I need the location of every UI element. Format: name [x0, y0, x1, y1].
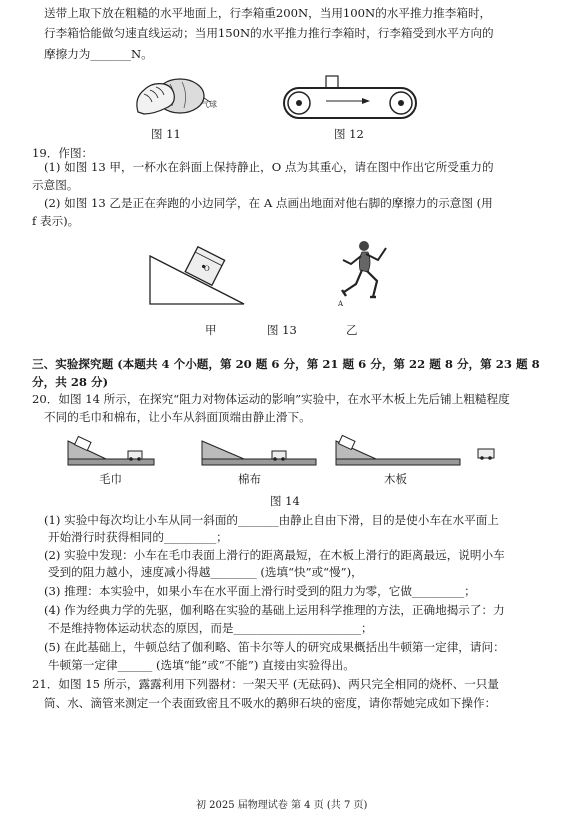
figure-14-caption: 图 14	[270, 494, 300, 508]
q18-line-2: 行李箱恰能做匀速直线运动；当用150N的水平推力推行李箱时，行李箱受到水平方向的	[44, 26, 494, 40]
q20-sub1-line-1: (1) 实验中每次均让小车从同一斜面的_______由静止自由下滑，目的是使小车在水平面上	[44, 513, 499, 527]
figure-11-balloon	[130, 72, 220, 120]
figure-14-board-label: 木板	[384, 472, 407, 486]
q19-part2-line-2: f 表示)。	[32, 214, 80, 228]
q20-line-2: 不同的毛巾和棉布，让小车从斜面顶端由静止滑下。	[44, 410, 311, 424]
q19-title: 19．作图：	[32, 146, 94, 160]
q21-line-2: 筒、水、滴管来测定一个表面致密且不吸水的鹅卵石块的密度，请你帮她完成如下操作：	[44, 696, 497, 710]
q18-line-3: 摩擦力为_______N。	[44, 47, 153, 61]
figure-11-balloon-label: 气球	[201, 100, 217, 109]
q20-sub2-line-1: (2) 实验中发现：小车在毛巾表面上滑行的距离最短，在木板上滑行的距离最远，说明小车	[44, 548, 505, 562]
q19-part2-line-1: (2) 如图 13 乙是正在奔跑的小边同学，在 A 点画出地面对他右脚的摩擦力的示意图 (用	[44, 196, 493, 210]
section-3-heading-line-1: 三、实验探究题 (本题共 4 个小题，第 20 题 6 分，第 21 题 6 分，第 22 题 8 分，第 23 题 8	[32, 357, 540, 371]
figure-12-caption: 图 12	[334, 127, 364, 141]
page-footer: 初 2025 届物理试卷 第 4 页 (共 7 页)	[196, 800, 368, 811]
point-o-label: O	[204, 265, 210, 273]
q19-part1-line-2: 示意图。	[32, 178, 79, 192]
figure-13-caption: 图 13	[267, 323, 297, 337]
figure-13-incline-cup	[148, 244, 248, 310]
figure-14-towel-label: 毛巾	[99, 472, 122, 486]
q20-sub1-line-2: 开始滑行时获得相同的_________；	[48, 530, 228, 544]
q18-line-1: 送带上取下放在粗糙的水平地面上，行李箱重200N，当用100N的水平推力推李箱时，	[44, 6, 492, 20]
figure-12-conveyor	[280, 74, 420, 122]
point-a-label: A	[338, 300, 344, 308]
q20-sub2-line-2: 受到的阻力越小，速度减小得越________ (选填“快”或“慢”)，	[48, 565, 363, 579]
figure-14-cotton-label: 棉布	[238, 472, 261, 486]
q20-sub4-line-2: 不是维持物体运动状态的原因，而是______________________；	[48, 621, 373, 635]
q20-sub3-line-1: (3) 推理：本实验中，如果小车在水平面上滑行时受到的阻力为零，它做_________；	[44, 584, 476, 598]
q20-sub5-line-1: (5) 在此基础上，牛顿总结了伽利略、笛卡尔等人的研究成果概括出牛顿第一定律，请问：	[44, 640, 505, 654]
figure-14-ramps	[66, 433, 506, 467]
q20-line-1: 20．如图 14 所示，在探究“阻力对物体运动的影响”实验中，在水平木板上先后铺上粗糙程度	[32, 392, 510, 406]
figure-13-runner	[334, 238, 404, 310]
q20-sub4-line-1: (4) 作为经典力学的先驱，伽利略在实验的基础上运用科学推理的方法，正确地揭示了：力	[44, 603, 505, 617]
figure-13-yi-label: 乙	[346, 323, 358, 337]
q21-line-1: 21．如图 15 所示，露露利用下列器材：一架天平 (无砝码)、两只完全相同的烧杯、一只量	[32, 677, 499, 691]
q19-part1-line-1: (1) 如图 13 甲，一杯水在斜面上保持静止，O 点为其重心，请在图中作出它所受重力的	[44, 160, 494, 174]
figure-13-jia-label: 甲	[205, 323, 217, 337]
q20-sub5-line-2: 牛顿第一定律______ (选填“能”或“不能”) 直接由实验得出。	[48, 658, 355, 672]
figure-11-caption: 图 11	[151, 127, 181, 141]
section-3-heading-line-2: 分，共 28 分)	[32, 375, 109, 389]
